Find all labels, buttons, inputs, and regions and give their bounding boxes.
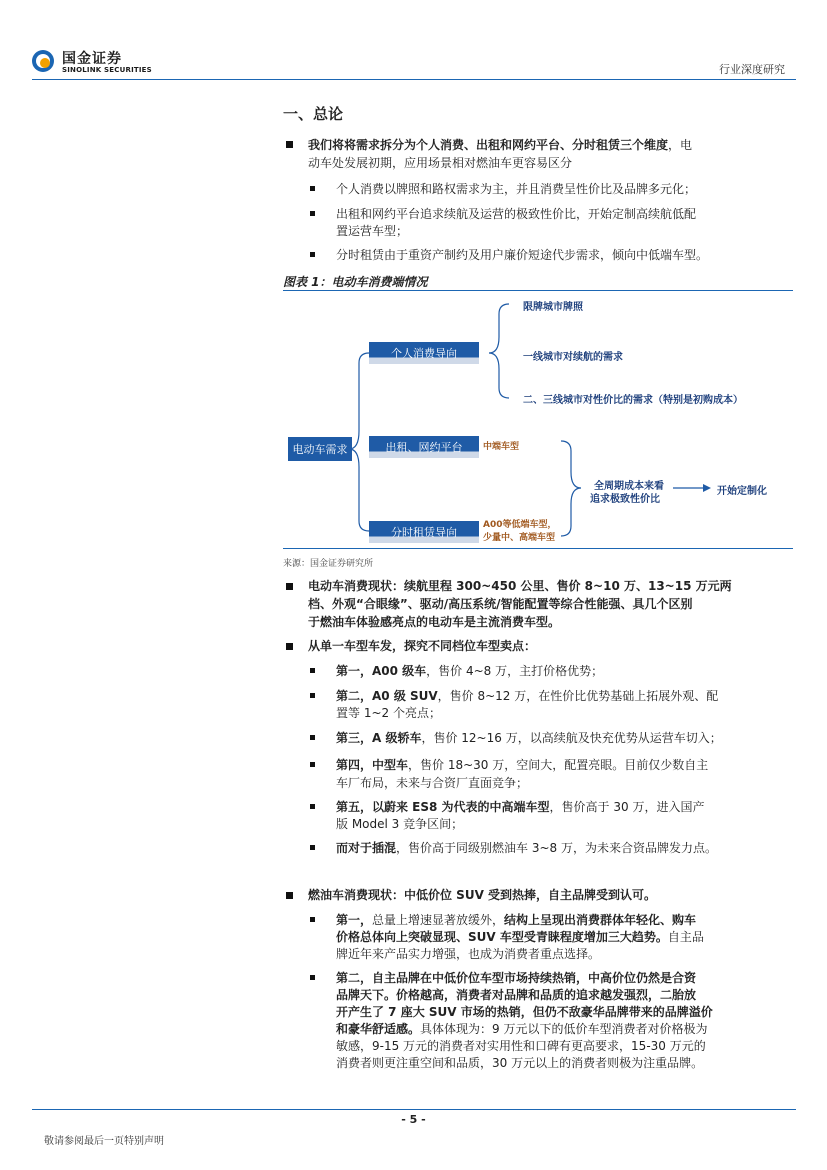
label-lifecycle: 全周期成本来看 bbox=[594, 481, 664, 492]
intro-sub1: 个人消费以牌照和路权需求为主，并且消费呈性价比及品牌多元化； bbox=[336, 182, 697, 196]
figure-source: 来源：国金证券研究所 bbox=[283, 559, 374, 569]
bullet bbox=[310, 735, 315, 740]
leaf-value: 二、三线城市对性价比的需求（特别是初购成本） bbox=[523, 395, 743, 406]
footer-divider bbox=[32, 1109, 796, 1110]
figure-bottom-line bbox=[283, 548, 793, 549]
bullet bbox=[310, 186, 315, 191]
label-customization: 开始定制化 bbox=[717, 486, 767, 497]
branch-rental: 分时租赁导向 bbox=[369, 521, 479, 543]
page-number: - 5 - bbox=[401, 1113, 426, 1126]
intro-sub2-line2: 置运营车型； bbox=[336, 224, 409, 238]
header-divider bbox=[32, 79, 796, 80]
tier-item-2-cont: 置等 1~2 个亮点； bbox=[336, 706, 441, 720]
report-type: 行业深度研究 bbox=[719, 63, 785, 76]
bullet bbox=[310, 845, 315, 850]
figure-title: 图表 1：电动车消费端情况 bbox=[283, 275, 428, 289]
bullet bbox=[310, 975, 315, 980]
logo-text: 国金证券 bbox=[62, 51, 122, 67]
fuel-p1-line2: 价格总体向上突破显现、SUV 车型受青睐程度增加三大趋势。自主品 bbox=[336, 930, 704, 944]
tier-title: 从单一车型车发，探究不同档位车型卖点： bbox=[308, 639, 537, 653]
root-box: 电动车需求 bbox=[288, 437, 352, 461]
bullet bbox=[310, 693, 315, 698]
ev-line2: 档、外观“合眼缘”、驱动/高压系统/智能配置等综合性能强、具几个区别 bbox=[308, 597, 693, 611]
tier-item-4-cont: 车厂布局，未来与合资厂直面竞争； bbox=[336, 776, 529, 790]
tier-item-5: 第五，以蔚来 ES8 为代表的中高端车型，售价高于 30 万，进入国产 bbox=[336, 800, 705, 814]
intro-sub3: 分时租赁由于重资产制约及用户廉价短途代步需求，倾向中低端车型。 bbox=[336, 248, 709, 262]
fuel-p2-line5: 敏感，9-15 万元的消费者对实用性和口碑有更高要求，15-30 万元的 bbox=[336, 1039, 706, 1053]
bullet bbox=[286, 643, 293, 650]
tier-item-6: 而对于插混，售价高于同级别燃油车 3~8 万，为未来合资品牌发力点。 bbox=[336, 841, 717, 855]
tier-item-4: 第四，中型车，售价 18~30 万，空间大，配置亮眼。目前仅少数自主 bbox=[336, 758, 709, 772]
ev-line1: 电动车消费现状：续航里程 300~450 公里、售价 8~10 万、13~15 万元两 bbox=[308, 579, 732, 593]
tier-item-1: 第一，A00 级车，售价 4~8 万，主打价格优势； bbox=[336, 664, 604, 678]
section-title: 一、总论 bbox=[283, 105, 344, 123]
bullet bbox=[310, 252, 315, 257]
label-low-end: A00等低端车型， bbox=[483, 520, 557, 530]
branch-personal: 个人消费导向 bbox=[369, 342, 479, 364]
intro-line1: 我们将将需求拆分为个人消费、出租和网约平台、分时租赁三个维度，电 bbox=[308, 138, 693, 152]
intro-line2: 动车处发展初期，应用场景相对燃油车更容易区分 bbox=[308, 156, 573, 170]
bullet bbox=[310, 917, 315, 922]
bullet bbox=[310, 762, 315, 767]
logo-icon bbox=[32, 50, 54, 72]
logo-english: SINOLINK SECURITIES bbox=[62, 66, 152, 74]
fuel-p1-line1: 第一，总量上增速显著放缓外，结构上呈现出消费群体年轻化、购车 bbox=[336, 913, 697, 927]
label-extreme-value: 追求极致性价比 bbox=[590, 494, 660, 505]
fuel-p2-line3: 开产生了 7 座大 SUV 市场的热销，但仍不敌豪华品牌带来的品牌溢价 bbox=[336, 1005, 713, 1019]
bullet bbox=[310, 804, 315, 809]
ev-line3: 于燃油车体验感亮点的电动车是主流消费车型。 bbox=[308, 615, 561, 629]
bullet bbox=[286, 892, 293, 899]
tier-item-3: 第三，A 级轿车，售价 12~16 万，以高续航及快充优势从运营车切入； bbox=[336, 731, 722, 745]
branch-taxi: 出租、网约平台 bbox=[369, 436, 479, 458]
fuel-p2-line6: 消费者则更注重空间和品质，30 万元以上的消费者则极为注重品牌。 bbox=[336, 1056, 704, 1070]
bullet bbox=[310, 668, 315, 673]
tier-item-5-cont: 版 Model 3 竞争区间； bbox=[336, 817, 464, 831]
fuel-p1-line3: 牌近年来产品实力增强，也成为消费者重点选择。 bbox=[336, 947, 601, 961]
fuel-p2-line4: 和豪华舒适感。具体体现为：9 万元以下的低价车型消费者对价格极为 bbox=[336, 1022, 708, 1036]
bullet bbox=[286, 141, 293, 148]
fuel-p2-line2: 品牌天下。价格越高，消费者对品牌和品质的追求越发强烈，二胎放 bbox=[336, 988, 697, 1002]
fuel-title: 燃油车消费现状：中低价位 SUV 受到热捧，自主品牌受到认可。 bbox=[308, 888, 657, 902]
leaf-range: 一线城市对续航的需求 bbox=[523, 352, 623, 363]
figure-top-line bbox=[283, 290, 793, 291]
bullet bbox=[286, 583, 293, 590]
footer-disclaimer: 敬请参阅最后一页特别声明 bbox=[44, 1136, 164, 1147]
label-mid-range: 中端车型 bbox=[483, 442, 520, 452]
fuel-p2-line1: 第二，自主品牌在中低价位车型市场持续热销，中高价位仍然是合资 bbox=[336, 971, 697, 985]
leaf-license: 限牌城市牌照 bbox=[523, 302, 583, 313]
tier-item-2: 第二，A0 级 SUV，售价 8~12 万，在性价比优势基础上拓展外观、配 bbox=[336, 689, 719, 703]
bullet bbox=[310, 211, 315, 216]
intro-sub2-line1: 出租和网约平台追求续航及运营的极致性价比，开始定制高续航低配 bbox=[336, 207, 697, 221]
figure-diagram bbox=[283, 292, 793, 546]
label-mid-high: 少量中、高端车型 bbox=[483, 533, 556, 543]
